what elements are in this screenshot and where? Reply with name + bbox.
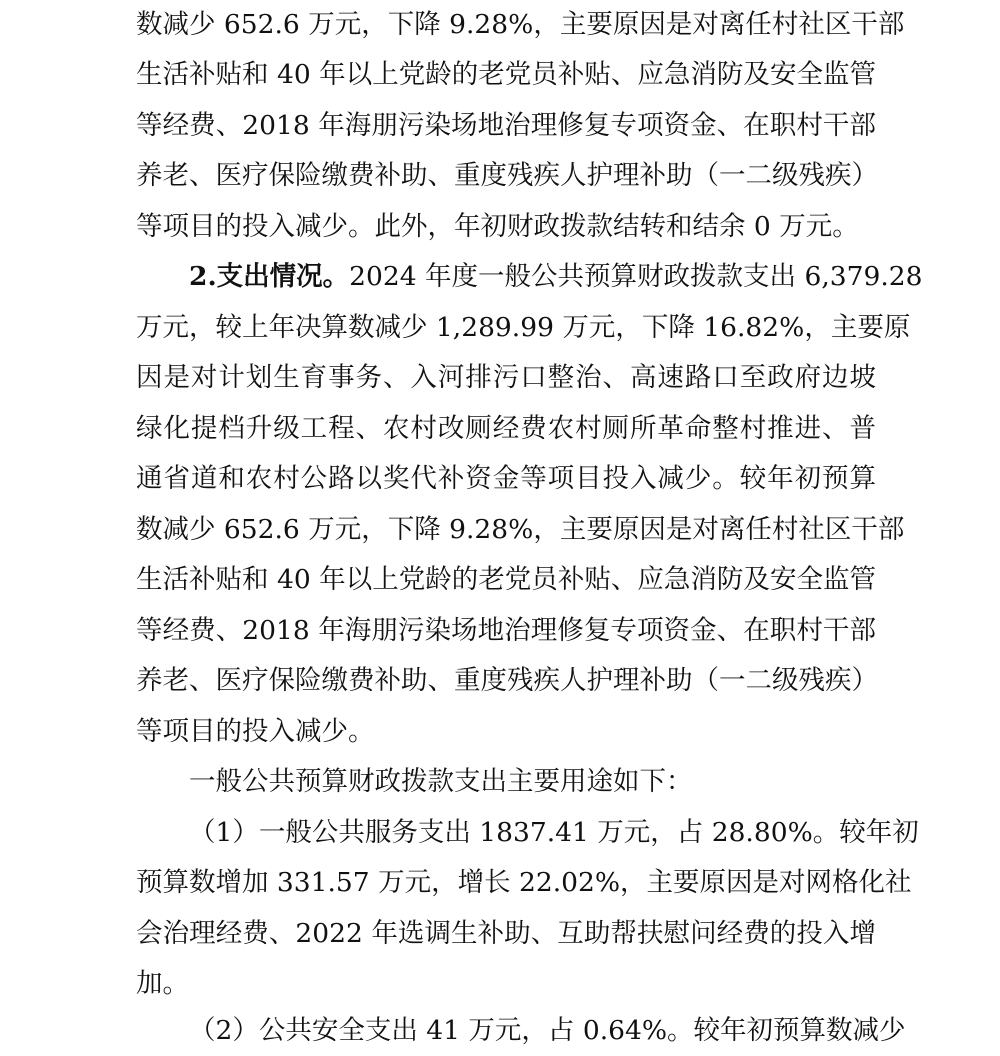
text-line: 通省道和农村公路以奖代补资金等项目投入减少。较年初预算 (136, 463, 876, 494)
text-line: 因是对计划生育事务、入河排污口整治、高速路口至政府边坡 (136, 362, 876, 393)
text-line: 生活补贴和 40 年以上党龄的老党员补贴、应急消防及安全监管 (136, 59, 876, 90)
text-line: 等经费、2018 年海朋污染场地治理修复专项资金、在职村干部 (136, 615, 876, 646)
section-heading-text: 2024 年度一般公共预算财政拨款支出 6,379.28 (349, 261, 923, 292)
text-line: 预算数增加 331.57 万元，增长 22.02%，主要原因是对网格化社 (136, 867, 912, 898)
text-line: （1）一般公共服务支出 1837.41 万元，占 28.80%。较年初 (189, 817, 919, 848)
section-heading: 2.支出情况。 (189, 261, 350, 292)
text-line: 数减少 652.6 万元，下降 9.28%，主要原因是对离任村社区干部 (136, 9, 905, 40)
section-heading-line (189, 252, 923, 302)
text-line: 数减少 652.6 万元，下降 9.28%，主要原因是对离任村社区干部 (136, 514, 905, 545)
text-line: 养老、医疗保险缴费补助、重度残疾人护理补助（一二级残疾） (136, 160, 878, 191)
text-line: 生活补贴和 40 年以上党龄的老党员补贴、应急消防及安全监管 (136, 564, 876, 595)
text-line: 加。 (136, 968, 189, 999)
text-line: 等项目的投入减少。 (136, 716, 375, 747)
text-line: 会治理经费、2022 年选调生补助、互助帮扶慰问经费的投入增 (136, 918, 876, 949)
text-line: 一般公共预算财政拨款支出主要用途如下： (189, 766, 693, 797)
text-line: （2）公共安全支出 41 万元，占 0.64%。较年初预算数减少 (189, 1015, 906, 1046)
text-line: 万元，较上年决算数减少 1,289.99 万元，下降 16.82%，主要原 (136, 312, 911, 343)
text-line: 等项目的投入减少。此外，年初财政拨款结转和结余 0 万元。 (136, 211, 859, 242)
text-line: 养老、医疗保险缴费补助、重度残疾人护理补助（一二级残疾） (136, 665, 878, 696)
text-line: 等经费、2018 年海朋污染场地治理修复专项资金、在职村干部 (136, 110, 876, 141)
text-line: 绿化提档升级工程、农村改厕经费农村厕所革命整村推进、普 (136, 413, 876, 444)
